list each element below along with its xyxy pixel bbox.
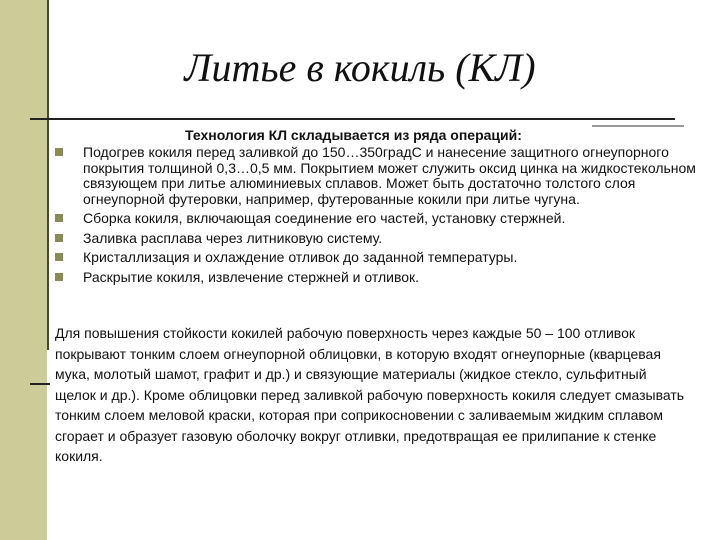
subheading: Технология КЛ складывается из ряда операций: bbox=[185, 127, 522, 143]
square-bullet-icon bbox=[55, 148, 63, 156]
step-list bbox=[55, 145, 710, 289]
body-paragraph: Для повышения стойкости кокилей рабочую поверхность через каждые 50 – 100 отливок покрывают тонким слоем огнеупорной облицовки, в которую входят огнеупорные (кварцевая мука, молотый шамот, графит и др.) и связующие материалы (жидкое стекло, сульфитный щелок и др.). Кроме облицовки перед заливкой рабочую поверхность кокиля следует смазывать тонким слоем меловой краски, которая при соприкосновении с заливаемым жидким сплавом сгорает и образует газовую оболочку вокруг отливки, предотвращая ее прилипание к стенке кокиля. bbox=[55, 325, 685, 464]
list-item bbox=[55, 270, 710, 286]
left-accent-line bbox=[30, 383, 50, 385]
list-item-text: Кристаллизация и охлаждение отливок до заданной температуры. bbox=[83, 249, 518, 265]
title-underline bbox=[30, 118, 675, 120]
list-item bbox=[55, 231, 710, 247]
list-item-text: Заливка расплава через литниковую систему. bbox=[83, 229, 383, 246]
square-bullet-icon bbox=[55, 234, 63, 242]
slide-title: Литье в кокиль (КЛ) bbox=[184, 45, 536, 90]
list-item-text: Подогрев кокиля перед заливкой до 150…350градС и нанесение защитного огнеупорного покрытия толщиной 0,3…0,5 мм. Покрытием может служить оксид цинка на жидкостекольном связующем при литье алюминиевых сплавов. Может быть достаточно толстого слоя огнеупорной футеровки, например, футерованные кокили при литье чугуна. bbox=[83, 144, 696, 207]
list-item bbox=[55, 250, 710, 266]
list-item bbox=[55, 145, 710, 207]
list-item-text: Раскрытие кокиля, извлечение стержней и отливок. bbox=[83, 268, 420, 285]
square-bullet-icon bbox=[55, 214, 63, 222]
title-accent-line bbox=[592, 125, 684, 127]
square-bullet-icon bbox=[55, 273, 63, 281]
square-bullet-icon bbox=[55, 253, 63, 261]
list-item bbox=[55, 211, 710, 227]
list-item-text: Сборка кокиля, включающая соединение его частей, установку стержней. bbox=[83, 210, 566, 226]
